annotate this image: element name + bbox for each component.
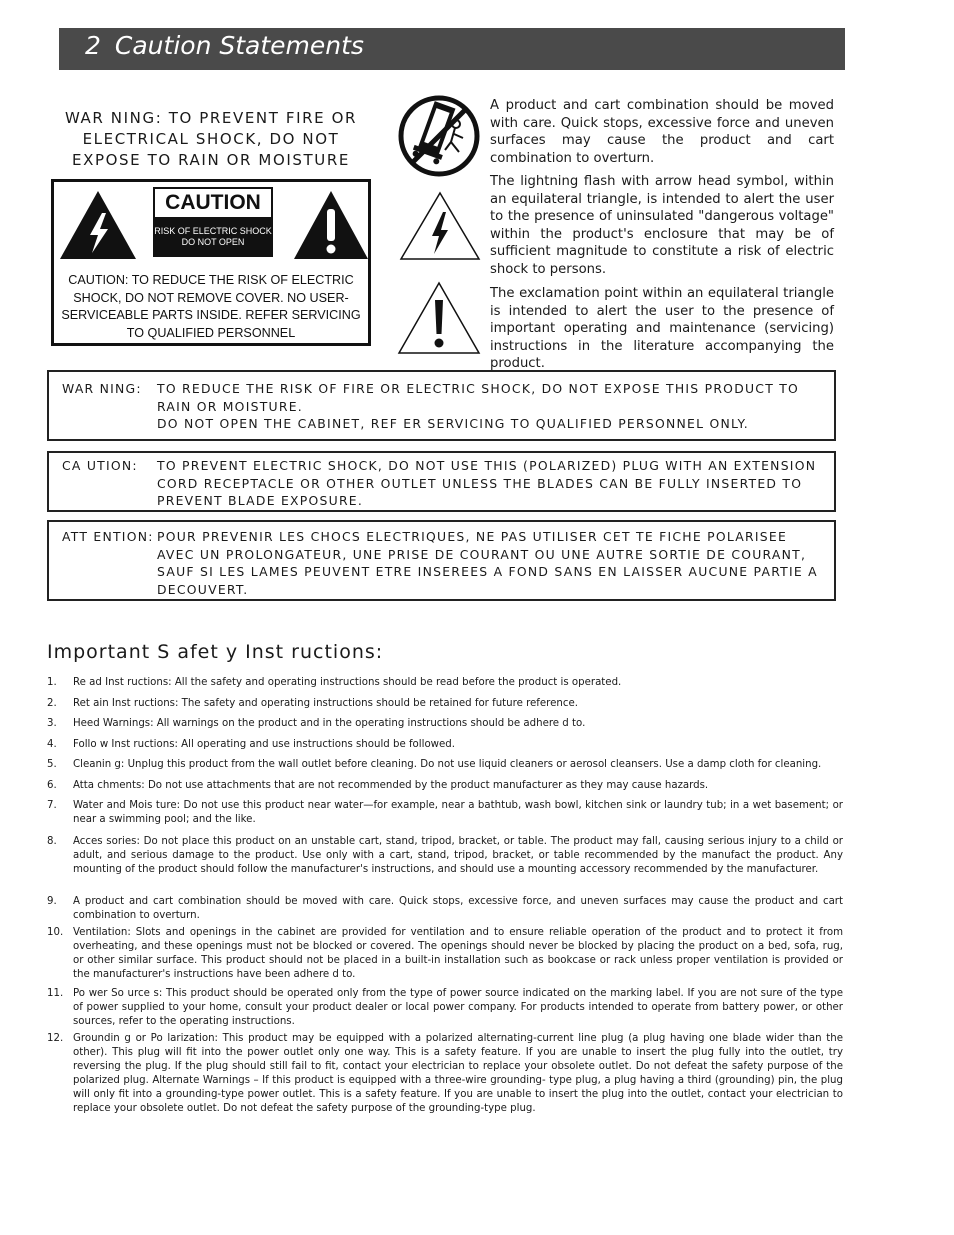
- caution-sign-title: CAUTION: [155, 189, 271, 217]
- caution-label-line: SHOCK, DO NOT REMOVE COVER. NO USER-: [73, 290, 349, 305]
- item-text: A product and cart combination should be moved with care. Quick stops, excessive force, and uneven surfaces may cause the product and cart combination to overturn.: [73, 896, 843, 921]
- notice-label: ATT ENTION:: [62, 529, 154, 544]
- item-text: Re ad Inst ructions: All the safety and operating instructions should be read before the product is operated.: [73, 677, 622, 688]
- section-number: 2: [85, 31, 101, 60]
- item-number: 2.: [47, 698, 57, 709]
- item-number: 8.: [47, 836, 57, 847]
- notice-line: DECOUVERT.: [157, 581, 249, 597]
- item-number: 6.: [47, 780, 57, 791]
- exclamation-symbol-text: The exclamation point within an equilateral triangle is intended to alert the user to the presence of important operating and maintenance (servicing) instructions in the literature accompanying the product.: [490, 286, 834, 371]
- item-text: Atta chments: Do not use attachments that are not recommended by the product manufacturer as they may cause hazards.: [73, 780, 709, 791]
- safety-instructions-heading: Important S afet y Inst ructions:: [47, 641, 384, 663]
- caution-sign-subtitle: DO NOT OPEN: [181, 237, 245, 247]
- lightning-symbol-text: The lightning flash with arrow head symbol, within an equilateral triangle, is intended to alert the user to the presence of uninsulated "dangerous voltage" within the product's enclosure that may be of sufficient magnitude to constitute a risk of electric shock to persons.: [490, 174, 834, 277]
- item-text: Follo w Inst ructions: All operating and use instructions should be followed.: [73, 739, 455, 750]
- caution-label-line: CAUTION: TO REDUCE THE RISK OF ELECTRIC: [68, 273, 354, 287]
- warning-heading-line: EXPOSE TO RAIN OR MOISTURE: [72, 151, 350, 169]
- item-number: 5.: [47, 759, 57, 770]
- item-text: Ret ain Inst ructions: The safety and operating instructions should be retained for future reference.: [73, 698, 578, 709]
- warning-notice-box: [47, 370, 836, 441]
- page-title: [85, 31, 364, 60]
- item-number: 7.: [47, 800, 57, 811]
- notice-line: PREVENT BLADE EXPOSURE.: [157, 493, 364, 509]
- section-header-bar: [59, 28, 845, 70]
- caution-notice-box: [47, 451, 836, 512]
- item-number: 12.: [47, 1033, 64, 1044]
- notice-body: [157, 457, 826, 510]
- exclamation-triangle-icon: [396, 280, 482, 356]
- caution-sign: [153, 187, 273, 257]
- notice-line: CORD RECEPTACLE OR OTHER OUTLET UNLESS THE BLADES CAN BE FULLY INSERTED TO: [157, 475, 803, 491]
- cart-warning-text: A product and cart combination should be moved with care. Quick stops, excessive force and uneven surfaces may cause the product and cart combination to overturn.: [490, 98, 834, 166]
- warning-heading-line: ELECTRICAL SHOCK, DO NOT: [82, 130, 340, 148]
- notice-line: SAUF SI LES LAMES PEUVENT ETRE INSEREES A FOND SANS EN LAISSER AUCUNE PARTIE A: [157, 564, 818, 580]
- item-text: Ventilation: Slots and openings in the cabinet are provided for ventilation and to ensure reliable operation of the product and to protect it from overheating, and these openings must not be blocked or covered. The openings should never be blocked by placing the product on a bed, sofa, rug, or other similar surface. This product should not be placed in a built-in installation such as bookcase or rack unless proper ventilation is provided or the manufacturer's instructions have been adhere d to.: [73, 927, 843, 980]
- notice-line: TO REDUCE THE RISK OF FIRE OR ELECTRIC SHOCK, DO NOT EXPOSE THIS PRODUCT TO: [157, 381, 800, 396]
- warning-heading-line: WAR NING: TO PREVENT FIRE OR: [64, 109, 358, 127]
- lightning-triangle-icon: [58, 189, 138, 261]
- attention-notice-box: [47, 520, 836, 601]
- item-text: Heed Warnings: All warnings on the product and in the operating instructions should be adhere d to.: [73, 718, 586, 729]
- caution-label: [51, 179, 371, 346]
- notice-line: AVEC UN PROLONGATEUR, UNE PRISE DE COURANT OU UNE AUTRE SORTIE DE COURANT,: [157, 546, 807, 562]
- section-title: Caution Statements: [114, 31, 364, 60]
- notice-label: CA UTION:: [62, 458, 138, 473]
- cart-tipover-icon: [397, 94, 481, 178]
- item-text: Acces sories: Do not place this product on an unstable cart, stand, tripod, bracket, or table. The product may fall, causing serious injury to a child or adult, and serious damage to the product. Use only with a cart, stand, tripod, bracket, or table recommended by the manufact the product. Any mounting of the product should follow the manufacturer's instructions, and should use a mounting accessory recommended by the manufacturer.: [73, 836, 843, 875]
- notice-body: [157, 528, 826, 598]
- item-text: Cleanin g: Unplug this product from the wall outlet before cleaning. Do not use liquid cleaners or aerosol cleansers. Use a damp cloth for cleaning.: [73, 759, 822, 770]
- notice-line: DO NOT OPEN THE CABINET, REF ER SERVICING TO QUALIFIED PERSONNEL ONLY.: [157, 416, 749, 432]
- warning-heading: [50, 108, 372, 171]
- notice-line: RAIN OR MOISTURE.: [157, 398, 303, 414]
- notice-line: POUR PREVENIR LES CHOCS ELECTRIQUES, NE PAS UTILISER CET TE FICHE POLARISEE: [157, 529, 788, 544]
- notice-body: [157, 380, 826, 433]
- item-number: 9.: [47, 896, 57, 907]
- caution-sign-subtitle: RISK OF ELECTRIC SHOCK: [154, 226, 272, 236]
- notice-label: WAR NING:: [62, 381, 142, 396]
- item-text: Po wer So urce s: This product should be operated only from the type of power source indicated on the marking label. If you are not sure of the type of power supplied to your home, consult your product dealer or local power company. For products intended to operate from battery power, or other sources, refer to the operating instructions.: [73, 988, 843, 1027]
- item-number: 11.: [47, 988, 64, 999]
- exclamation-triangle-icon: [292, 189, 370, 261]
- caution-label-text: [54, 272, 368, 342]
- notice-line: TO PREVENT ELECTRIC SHOCK, DO NOT USE THIS (POLARIZED) PLUG WITH AN EXTENSION: [157, 458, 817, 473]
- item-text: Water and Mois ture: Do not use this product near water—for example, near a bathtub, wash bowl, kitchen sink or laundry tub; in a wet basement; or near a swimming pool; and the like.: [73, 800, 843, 825]
- item-text: Groundin g or Po larization: This product may be equipped with a polarized alternating-current line plug (a plug having one blade wider than the other). This plug will fit into the power outlet only one way. This is a safety feature. If you are unable to insert the plug fully into the outlet, try reversing the plug. If the plug should still fail to fit, contact your electrician to replace your obsolete outlet. Do not defeat the safety purpose of the polarized plug. Alternate Warnings – If this product is equipped with a three-wire grounding- type plug, a plug having a third (grounding) pin, the plug will only fit into a grounding-type power outlet. This is a safety feature. If you are unable to insert the plug into the outlet, contact your electrician to replace your obsolete outlet. Do not defeat the safety purpose of the grounding-type plug.: [73, 1033, 843, 1114]
- caution-label-line: SERVICEABLE PARTS INSIDE. REFER SERVICING: [61, 308, 361, 322]
- item-number: 10.: [47, 927, 64, 938]
- item-number: 4.: [47, 739, 57, 750]
- lightning-triangle-icon: [398, 190, 482, 262]
- item-number: 1.: [47, 677, 57, 688]
- caution-label-line: TO QUALIFIED PERSONNEL: [126, 325, 296, 340]
- item-number: 3.: [47, 718, 57, 729]
